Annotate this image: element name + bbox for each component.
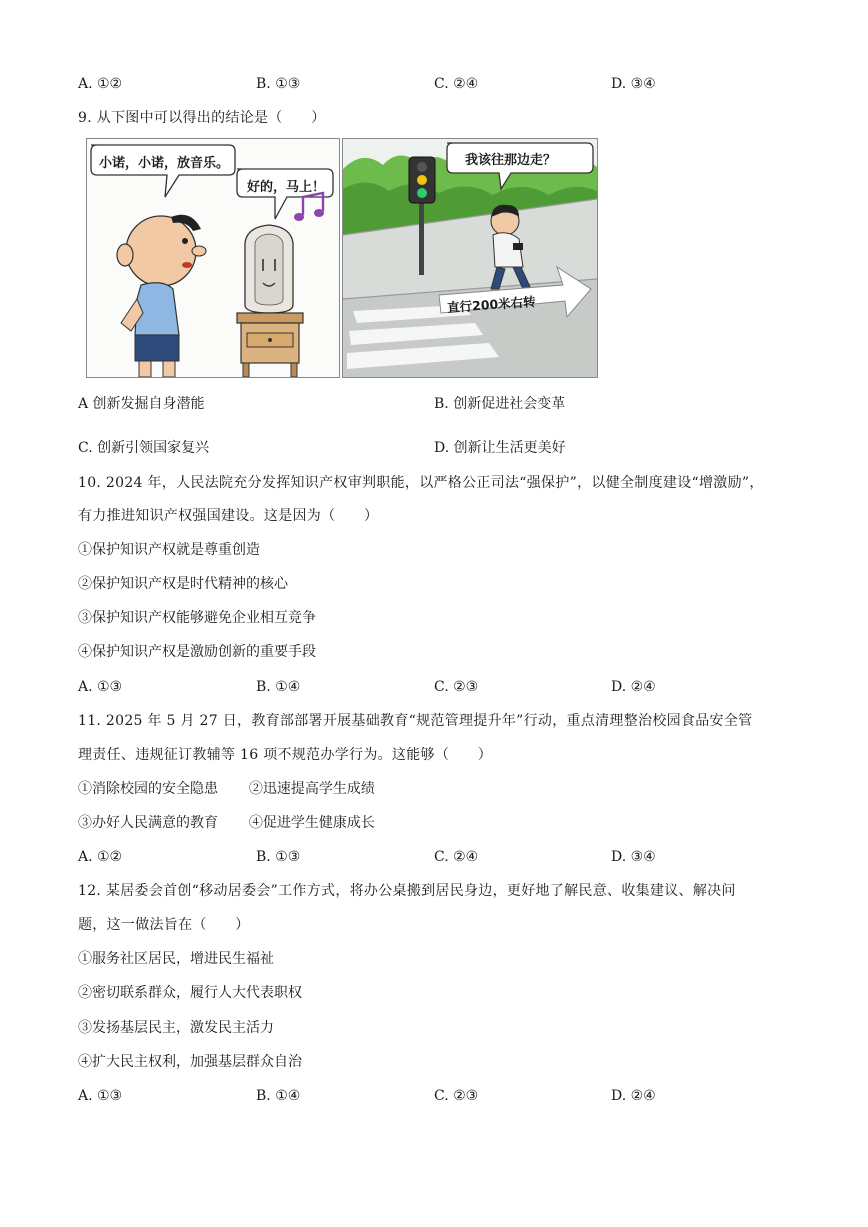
q9-options-row2 bbox=[78, 438, 818, 458]
q10-options bbox=[78, 677, 818, 697]
cartoon-panel-navigation bbox=[342, 138, 598, 378]
q9-option-a: A 创新发掘自身潜能 bbox=[78, 396, 205, 412]
q10-option-b: B. ①④ bbox=[256, 679, 301, 695]
q11-option-d: D. ③④ bbox=[611, 849, 656, 865]
q12-statement-3: ③发扬基层民主，激发民主活力 bbox=[78, 1020, 274, 1036]
q11-option-c: C. ②④ bbox=[434, 849, 479, 865]
q10-option-a: A. ①③ bbox=[78, 679, 123, 695]
q12-statement-1: ①服务社区居民，增进民生福祉 bbox=[78, 951, 274, 967]
q12-stem-line1: 12. 某居委会首创“移动居委会”工作方式，将办公桌搬到居民身边，更好地了解民意、收集建议、解决问 bbox=[78, 883, 736, 899]
q11-statement-1: ①消除校园的安全隐患 bbox=[78, 781, 218, 797]
q10-statement-1: ①保护知识产权就是尊重创造 bbox=[78, 542, 260, 558]
q11-stem-line1: 11. 2025 年 5 月 27 日，教育部部署开展基础教育“规范管理提升年”行动，重点清理整治校园食品安全管 bbox=[78, 713, 753, 729]
q12-statement-2: ②密切联系群众，履行人大代表职权 bbox=[78, 985, 302, 1001]
navigation-scene bbox=[343, 139, 597, 377]
q8-options bbox=[78, 74, 818, 94]
q10-option-d: D. ②④ bbox=[611, 679, 656, 695]
q11-statement-3: ③办好人民满意的教育 bbox=[78, 815, 218, 831]
q10-option-c: C. ②③ bbox=[434, 679, 479, 695]
q9-cartoon-figure bbox=[86, 138, 598, 378]
road-direction-sign: 直行200米右转 bbox=[446, 293, 537, 316]
q12-options bbox=[78, 1086, 818, 1106]
q12-statement-4: ④扩大民主权利，加强基层群众自治 bbox=[78, 1054, 302, 1070]
q10-stem-line2: 有力推进知识产权强国建设。这是因为（ ） bbox=[78, 508, 379, 524]
cartoon-panel-smart-speaker bbox=[86, 138, 340, 378]
q10-statement-2: ②保护知识产权是时代精神的核心 bbox=[78, 576, 288, 592]
q8-option-a: A. ①② bbox=[78, 76, 123, 92]
q11-option-b: B. ①③ bbox=[256, 849, 301, 865]
q8-option-b: B. ①③ bbox=[256, 76, 301, 92]
q8-option-d: D. ③④ bbox=[611, 76, 656, 92]
q12-stem-line2: 题，这一做法旨在（ ） bbox=[78, 917, 250, 933]
q12-option-d: D. ②④ bbox=[611, 1088, 656, 1104]
q9-option-b: B. 创新促进社会变革 bbox=[434, 396, 566, 412]
q9-option-c: C. 创新引领国家复兴 bbox=[78, 440, 210, 456]
q8-option-c: C. ②④ bbox=[434, 76, 479, 92]
q12-option-b: B. ①④ bbox=[256, 1088, 301, 1104]
q10-statement-3: ③保护知识产权能够避免企业相互竞争 bbox=[78, 610, 316, 626]
smart-speaker-scene bbox=[87, 139, 339, 377]
q9-option-d: D. 创新让生活更美好 bbox=[434, 440, 566, 456]
q9-options-row1 bbox=[78, 394, 818, 414]
speech-bubble-reply: 好的，马上！ bbox=[247, 180, 326, 195]
q10-statement-4: ④保护知识产权是激励创新的重要手段 bbox=[78, 644, 316, 660]
q11-statements-row1 bbox=[78, 779, 375, 799]
q11-options bbox=[78, 847, 818, 867]
q11-statement-4: ④促进学生健康成长 bbox=[248, 815, 375, 831]
q11-stem-line2: 理责任、违规征订教辅等 16 项不规范办学行为。这能够（ ） bbox=[78, 747, 493, 763]
q10-stem-line1: 10. 2024 年，人民法院充分发挥知识产权审判职能，以严格公正司法“强保护”，以健全制度建设“增激励”， bbox=[78, 475, 764, 491]
q12-option-a: A. ①③ bbox=[78, 1088, 123, 1104]
speech-bubble-question: 我该往那边走？ bbox=[465, 153, 557, 168]
q12-option-c: C. ②③ bbox=[434, 1088, 479, 1104]
q11-statement-2: ②迅速提高学生成绩 bbox=[248, 781, 375, 797]
q9-stem: 9. 从下图中可以得出的结论是（ ） bbox=[78, 110, 326, 126]
q11-option-a: A. ①② bbox=[78, 849, 123, 865]
q11-statements-row2 bbox=[78, 813, 375, 833]
speech-bubble-command: 小诺，小诺，放音乐。 bbox=[99, 156, 230, 171]
